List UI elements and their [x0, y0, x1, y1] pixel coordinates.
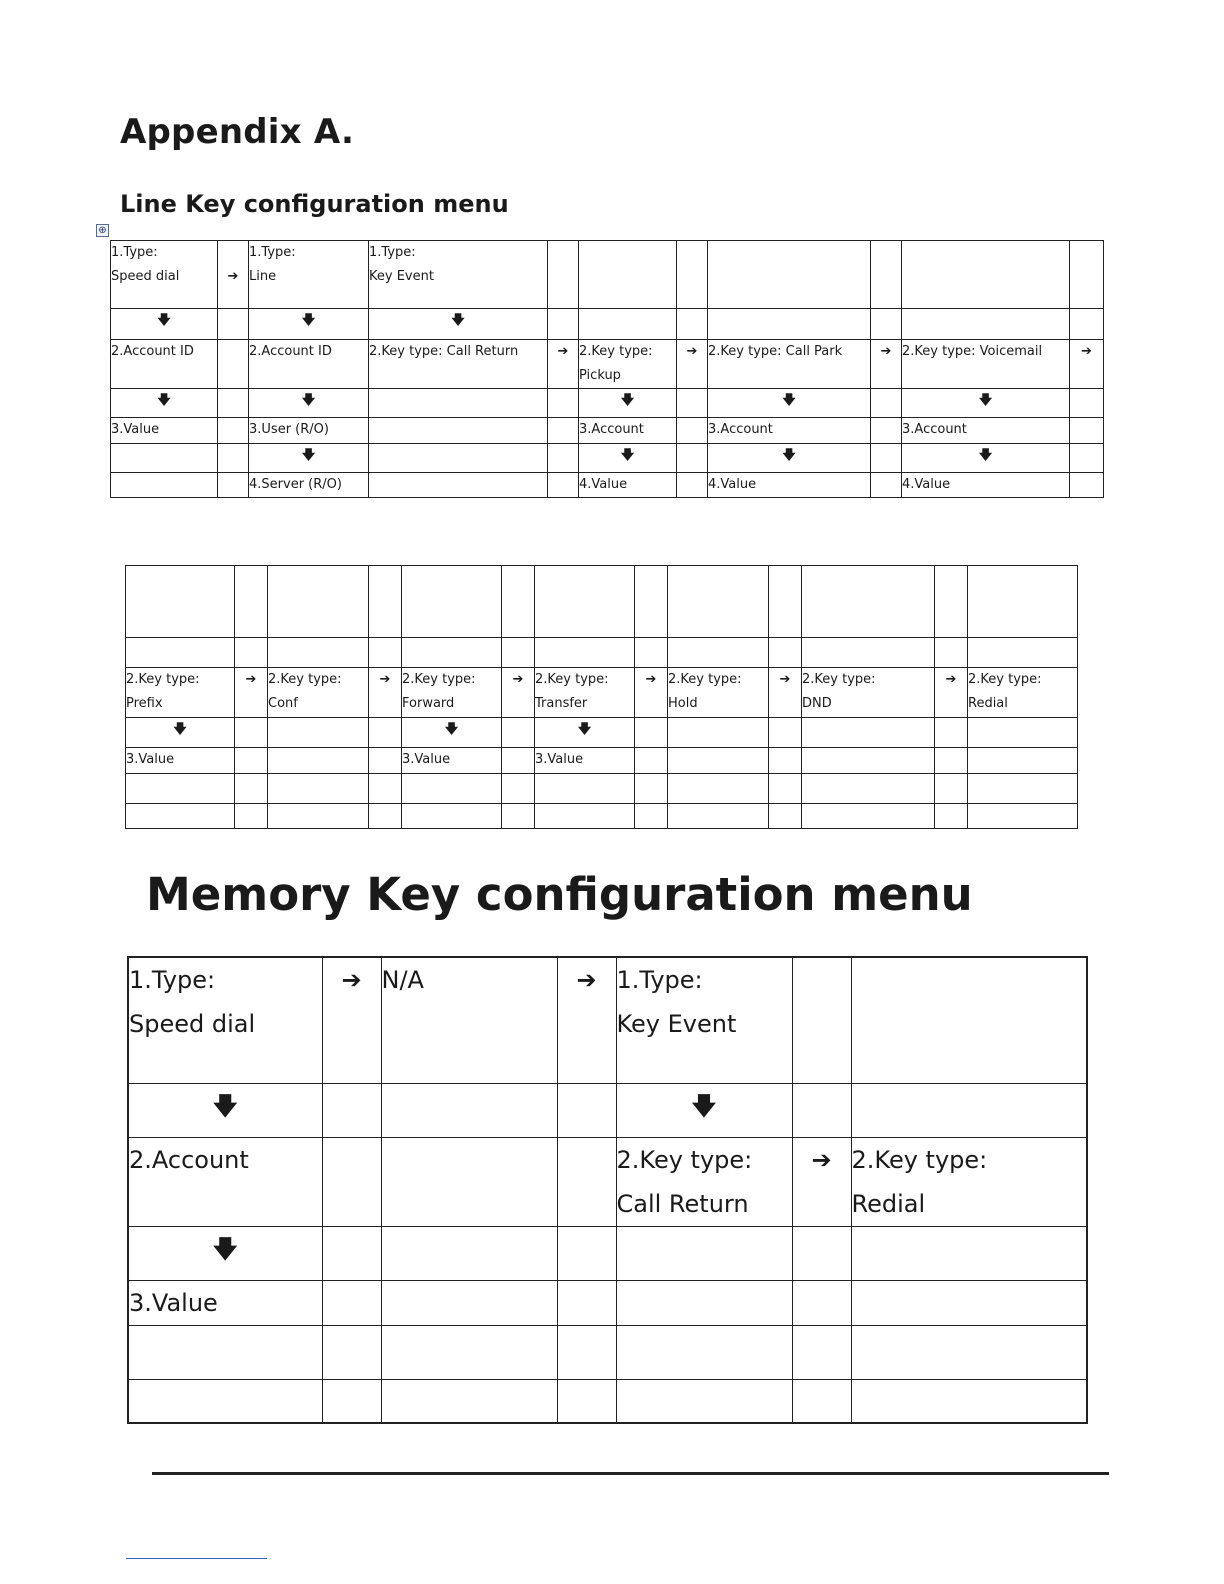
table-cell: 2.Key type: Transfer — [535, 668, 635, 718]
table-cell: 1.Type: Line — [249, 241, 369, 309]
down-arrow-icon: 🡇 — [535, 718, 635, 748]
table-cell: 2.Key type: Conf — [268, 668, 369, 718]
down-arrow-icon: 🡇 — [111, 309, 218, 340]
down-arrow-icon: 🡇 — [249, 389, 369, 418]
line-key-table — [110, 240, 1104, 498]
table-cell: 3.Account — [902, 418, 1070, 444]
table-cell: 3.Value — [535, 748, 635, 774]
table-cell: 3.User (R/O) — [249, 418, 369, 444]
table-cell: 4.Value — [902, 473, 1070, 498]
table-cell: N/A — [381, 957, 557, 1083]
table-cell: 3.Value — [402, 748, 502, 774]
page-title: Appendix A. — [120, 112, 355, 152]
right-arrow-icon: ➔ — [502, 668, 535, 718]
right-arrow-icon: ➔ — [871, 340, 902, 389]
table-move-handle-icon[interactable]: ⊕ — [96, 224, 109, 237]
down-arrow-icon: 🡇 — [579, 444, 677, 473]
right-arrow-icon: ➔ — [322, 957, 381, 1083]
table-cell: 2.Key type: DND — [802, 668, 935, 718]
table-cell: 2.Key type: Redial — [968, 668, 1078, 718]
table-cell: 2.Key type: Redial — [851, 1137, 1087, 1226]
table-cell: 1.Type: Key Event — [616, 957, 792, 1083]
down-arrow-icon: 🡇 — [902, 389, 1070, 418]
right-arrow-icon: ➔ — [557, 957, 616, 1083]
right-arrow-icon: ➔ — [218, 241, 249, 309]
table-cell: 3.Account — [708, 418, 871, 444]
table-cell: 1.Type: Speed dial — [111, 241, 218, 309]
down-arrow-icon: 🡇 — [616, 1083, 792, 1137]
down-arrow-icon: 🡇 — [128, 1226, 322, 1280]
right-arrow-icon: ➔ — [792, 1137, 851, 1226]
table-cell: 2.Key type: Voicemail — [902, 340, 1070, 389]
table-cell: 2.Account ID — [111, 340, 218, 389]
down-arrow-icon: 🡇 — [249, 444, 369, 473]
right-arrow-icon: ➔ — [769, 668, 802, 718]
table-cell: 1.Type: Speed dial — [128, 957, 322, 1083]
table-cell: 2.Key type: Call Park — [708, 340, 871, 389]
table-cell: 2.Key type: Prefix — [126, 668, 235, 718]
table-cell: 4.Server (R/O) — [249, 473, 369, 498]
down-arrow-icon: 🡇 — [369, 309, 548, 340]
down-arrow-icon: 🡇 — [902, 444, 1070, 473]
memory-key-table — [127, 956, 1088, 1424]
line-key-table-continued — [125, 565, 1078, 829]
footnote-separator — [126, 1558, 267, 1559]
table-cell: 3.Value — [111, 418, 218, 444]
table-cell: 2.Key type: Call Return — [616, 1137, 792, 1226]
table-cell: 3.Value — [128, 1280, 322, 1325]
table-cell: 2.Key type: Forward — [402, 668, 502, 718]
table-cell: 2.Account ID — [249, 340, 369, 389]
right-arrow-icon: ➔ — [369, 668, 402, 718]
down-arrow-icon: 🡇 — [249, 309, 369, 340]
table-cell: 4.Value — [579, 473, 677, 498]
memory-key-section-title: Memory Key configuration menu — [146, 868, 973, 921]
footer-rule — [152, 1472, 1109, 1475]
down-arrow-icon: 🡇 — [579, 389, 677, 418]
right-arrow-icon: ➔ — [548, 340, 579, 389]
table-cell: 2.Key type: Hold — [668, 668, 769, 718]
down-arrow-icon: 🡇 — [708, 389, 871, 418]
right-arrow-icon: ➔ — [235, 668, 268, 718]
right-arrow-icon: ➔ — [935, 668, 968, 718]
table-cell: 2.Key type: Pickup — [579, 340, 677, 389]
table-cell: 4.Value — [708, 473, 871, 498]
right-arrow-icon: ➔ — [635, 668, 668, 718]
table-cell: 1.Type: Key Event — [369, 241, 548, 309]
down-arrow-icon: 🡇 — [708, 444, 871, 473]
table-cell: 3.Account — [579, 418, 677, 444]
down-arrow-icon: 🡇 — [402, 718, 502, 748]
down-arrow-icon: 🡇 — [111, 389, 218, 418]
table-cell: 2.Account — [128, 1137, 322, 1226]
line-key-section-title: Line Key configuration menu — [120, 190, 509, 218]
table-cell: 2.Key type: Call Return — [369, 340, 548, 389]
right-arrow-icon: ➔ — [677, 340, 708, 389]
right-arrow-icon: ➔ — [1070, 340, 1104, 389]
down-arrow-icon: 🡇 — [126, 718, 235, 748]
down-arrow-icon: 🡇 — [128, 1083, 322, 1137]
table-cell: 3.Value — [126, 748, 235, 774]
